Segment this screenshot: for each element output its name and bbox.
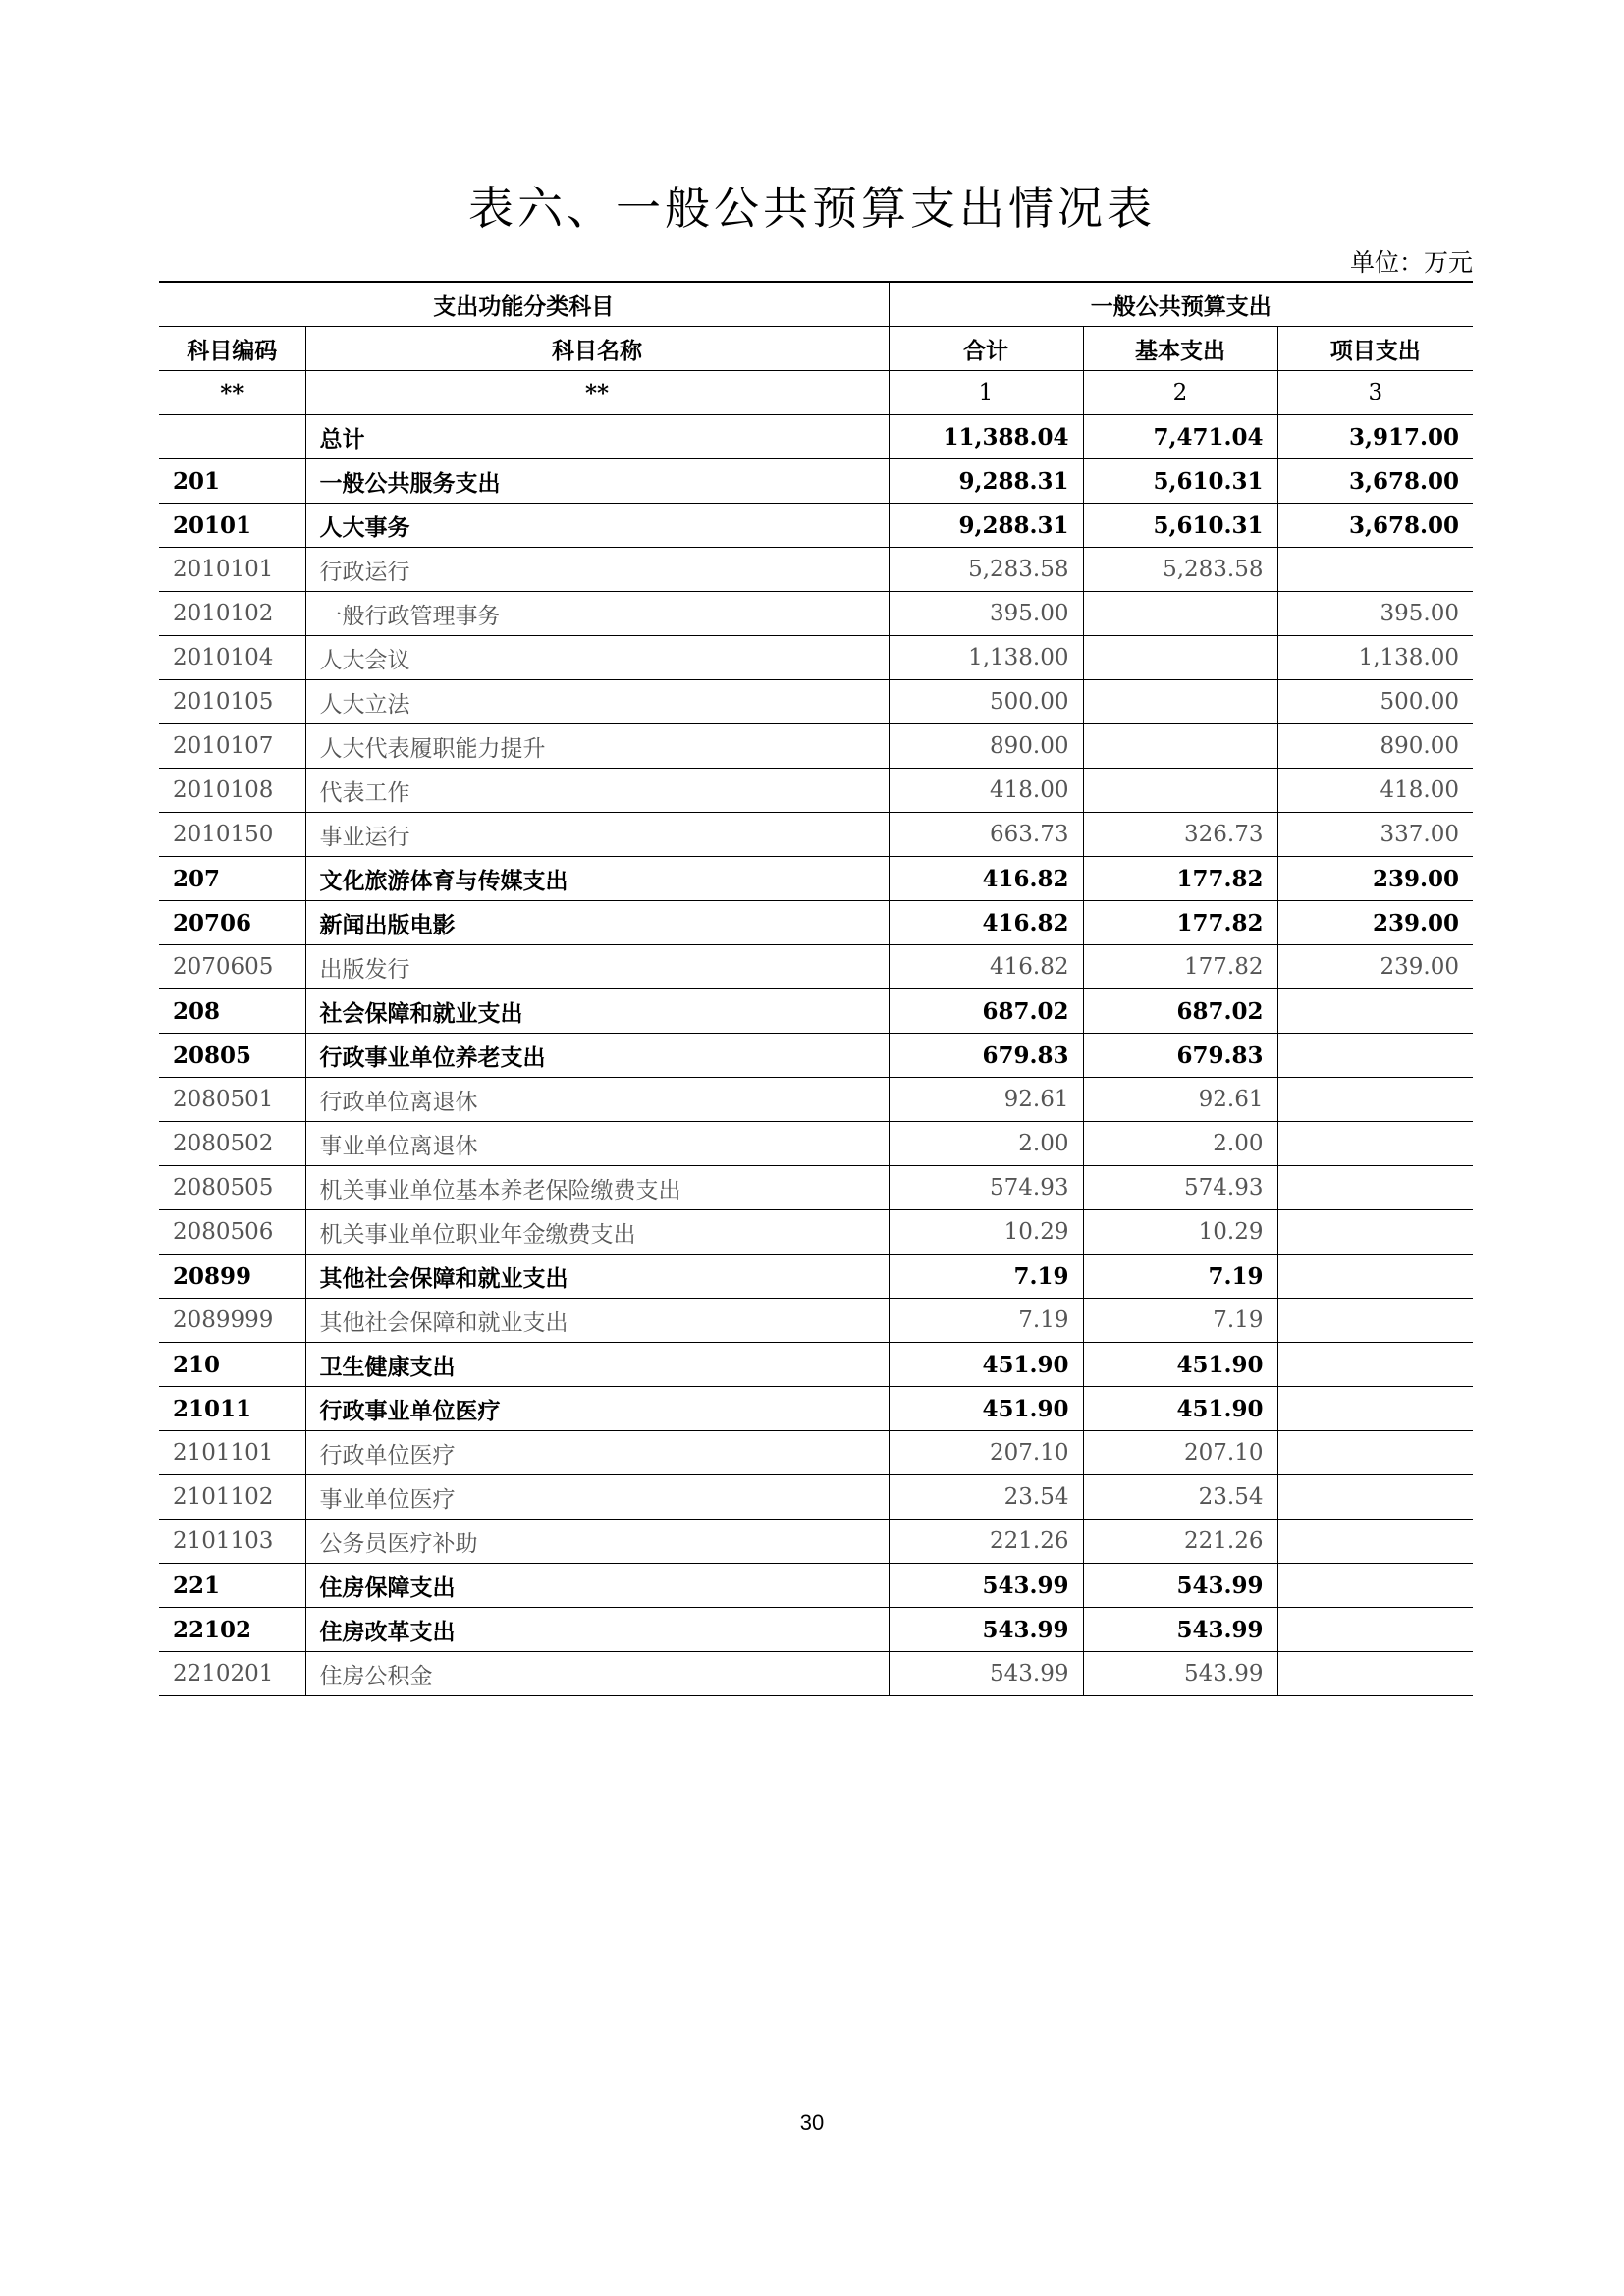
table-row	[159, 504, 1473, 548]
row-name-cell: 人大立法	[305, 680, 889, 724]
row-basic-cell: 687.02	[1083, 989, 1277, 1034]
row-total-cell: 1,138.00	[889, 636, 1083, 680]
table-row	[159, 1078, 1473, 1122]
table-row	[159, 1431, 1473, 1475]
index-total: 1	[889, 371, 1083, 415]
row-name-cell: 行政单位离退休	[305, 1078, 889, 1122]
row-total-cell: 23.54	[889, 1475, 1083, 1520]
row-name-cell: 其他社会保障和就业支出	[305, 1255, 889, 1299]
row-code-cell: 2080506	[159, 1210, 305, 1255]
row-total-cell: 11,388.04	[889, 415, 1083, 459]
row-basic-cell	[1083, 592, 1277, 636]
row-basic-cell: 451.90	[1083, 1387, 1277, 1431]
row-name-cell: 住房公积金	[305, 1652, 889, 1696]
header-column-row	[159, 327, 1473, 371]
header-group-row	[159, 282, 1473, 327]
table-row	[159, 1122, 1473, 1166]
row-project-cell	[1277, 1210, 1473, 1255]
table-row	[159, 1255, 1473, 1299]
table-row	[159, 1343, 1473, 1387]
row-code-cell: 2080505	[159, 1166, 305, 1210]
row-basic-cell: 543.99	[1083, 1564, 1277, 1608]
row-name-cell: 事业单位离退休	[305, 1122, 889, 1166]
row-code-cell: 2080502	[159, 1122, 305, 1166]
row-code-cell: 2010150	[159, 813, 305, 857]
row-code-cell: 210	[159, 1343, 305, 1387]
header-general-budget-expenditure: 一般公共预算支出	[889, 282, 1473, 327]
row-project-cell	[1277, 1343, 1473, 1387]
unit-label: 单位：万元	[1349, 248, 1473, 277]
header-function-classification: 支出功能分类科目	[159, 282, 889, 327]
row-name-cell: 出版发行	[305, 945, 889, 989]
row-basic-cell	[1083, 724, 1277, 769]
table-row	[159, 769, 1473, 813]
row-project-cell: 3,678.00	[1277, 504, 1473, 548]
table-row	[159, 1034, 1473, 1078]
header-project: 项目支出	[1277, 327, 1473, 371]
row-name-cell: 新闻出版电影	[305, 901, 889, 945]
table-row	[159, 1520, 1473, 1564]
row-project-cell	[1277, 1166, 1473, 1210]
table-row	[159, 1387, 1473, 1431]
row-total-cell: 9,288.31	[889, 459, 1083, 504]
row-total-cell: 416.82	[889, 945, 1083, 989]
row-code-cell: 2010107	[159, 724, 305, 769]
row-total-cell: 395.00	[889, 592, 1083, 636]
table-row	[159, 989, 1473, 1034]
row-basic-cell: 5,283.58	[1083, 548, 1277, 592]
row-basic-cell: 10.29	[1083, 1210, 1277, 1255]
row-name-cell: 事业单位医疗	[305, 1475, 889, 1520]
row-code-cell: 207	[159, 857, 305, 901]
row-project-cell: 395.00	[1277, 592, 1473, 636]
table-row	[159, 1608, 1473, 1652]
header-name: 科目名称	[305, 327, 889, 371]
row-project-cell: 3,678.00	[1277, 459, 1473, 504]
row-name-cell: 行政单位医疗	[305, 1431, 889, 1475]
index-project: 3	[1277, 371, 1473, 415]
row-total-cell: 679.83	[889, 1034, 1083, 1078]
row-name-cell: 事业运行	[305, 813, 889, 857]
row-code-cell	[159, 415, 305, 459]
table-row	[159, 1564, 1473, 1608]
row-project-cell: 337.00	[1277, 813, 1473, 857]
row-code-cell: 2210201	[159, 1652, 305, 1696]
row-project-cell	[1277, 1255, 1473, 1299]
row-project-cell	[1277, 1078, 1473, 1122]
row-basic-cell: 221.26	[1083, 1520, 1277, 1564]
row-basic-cell: 23.54	[1083, 1475, 1277, 1520]
table-row	[159, 548, 1473, 592]
row-basic-cell: 7.19	[1083, 1255, 1277, 1299]
row-code-cell: 22102	[159, 1608, 305, 1652]
header-total: 合计	[889, 327, 1083, 371]
row-name-cell: 总计	[305, 415, 889, 459]
table-row	[159, 813, 1473, 857]
row-code-cell: 2089999	[159, 1299, 305, 1343]
index-basic: 2	[1083, 371, 1277, 415]
table-row	[159, 636, 1473, 680]
row-name-cell: 行政运行	[305, 548, 889, 592]
row-project-cell	[1277, 1122, 1473, 1166]
row-project-cell: 1,138.00	[1277, 636, 1473, 680]
row-name-cell: 行政事业单位医疗	[305, 1387, 889, 1431]
row-code-cell: 2101101	[159, 1431, 305, 1475]
row-project-cell	[1277, 1387, 1473, 1431]
page-number: 30	[799, 2110, 825, 2135]
row-total-cell: 451.90	[889, 1387, 1083, 1431]
row-total-cell: 7.19	[889, 1299, 1083, 1343]
row-basic-cell: 92.61	[1083, 1078, 1277, 1122]
row-project-cell: 500.00	[1277, 680, 1473, 724]
row-code-cell: 201	[159, 459, 305, 504]
row-name-cell: 其他社会保障和就业支出	[305, 1299, 889, 1343]
table-row	[159, 945, 1473, 989]
table-row	[159, 1652, 1473, 1696]
row-basic-cell: 679.83	[1083, 1034, 1277, 1078]
budget-table	[159, 281, 1473, 1696]
row-basic-cell: 177.82	[1083, 945, 1277, 989]
index-code: **	[159, 371, 305, 415]
row-name-cell: 文化旅游体育与传媒支出	[305, 857, 889, 901]
row-basic-cell	[1083, 769, 1277, 813]
header-code: 科目编码	[159, 327, 305, 371]
row-total-cell: 10.29	[889, 1210, 1083, 1255]
row-basic-cell: 177.82	[1083, 901, 1277, 945]
row-total-cell: 451.90	[889, 1343, 1083, 1387]
row-project-cell	[1277, 989, 1473, 1034]
row-total-cell: 221.26	[889, 1520, 1083, 1564]
row-project-cell: 239.00	[1277, 945, 1473, 989]
row-name-cell: 住房改革支出	[305, 1608, 889, 1652]
row-basic-cell	[1083, 636, 1277, 680]
row-basic-cell: 7.19	[1083, 1299, 1277, 1343]
row-basic-cell: 177.82	[1083, 857, 1277, 901]
row-basic-cell: 326.73	[1083, 813, 1277, 857]
row-project-cell: 239.00	[1277, 901, 1473, 945]
row-code-cell: 2010104	[159, 636, 305, 680]
row-name-cell: 代表工作	[305, 769, 889, 813]
table-row	[159, 1475, 1473, 1520]
row-code-cell: 2010108	[159, 769, 305, 813]
row-total-cell: 2.00	[889, 1122, 1083, 1166]
row-project-cell	[1277, 1608, 1473, 1652]
row-project-cell	[1277, 1652, 1473, 1696]
table-row	[159, 901, 1473, 945]
row-project-cell	[1277, 1520, 1473, 1564]
row-code-cell: 20706	[159, 901, 305, 945]
row-total-cell: 207.10	[889, 1431, 1083, 1475]
row-total-cell: 574.93	[889, 1166, 1083, 1210]
row-basic-cell: 451.90	[1083, 1343, 1277, 1387]
row-basic-cell: 7,471.04	[1083, 415, 1277, 459]
index-name: **	[305, 371, 889, 415]
row-code-cell: 2010101	[159, 548, 305, 592]
page-title: 表六、一般公共预算支出情况表	[468, 182, 1156, 235]
row-basic-cell	[1083, 680, 1277, 724]
row-basic-cell: 5,610.31	[1083, 504, 1277, 548]
row-total-cell: 663.73	[889, 813, 1083, 857]
row-name-cell: 一般公共服务支出	[305, 459, 889, 504]
budget-table-body	[159, 415, 1473, 1696]
row-project-cell: 418.00	[1277, 769, 1473, 813]
row-name-cell: 行政事业单位养老支出	[305, 1034, 889, 1078]
row-project-cell	[1277, 1475, 1473, 1520]
row-code-cell: 2080501	[159, 1078, 305, 1122]
row-total-cell: 500.00	[889, 680, 1083, 724]
row-basic-cell: 2.00	[1083, 1122, 1277, 1166]
row-name-cell: 人大代表履职能力提升	[305, 724, 889, 769]
row-total-cell: 9,288.31	[889, 504, 1083, 548]
table-row	[159, 1210, 1473, 1255]
row-name-cell: 公务员医疗补助	[305, 1520, 889, 1564]
table-row	[159, 857, 1473, 901]
row-name-cell: 一般行政管理事务	[305, 592, 889, 636]
row-total-cell: 543.99	[889, 1652, 1083, 1696]
row-name-cell: 人大事务	[305, 504, 889, 548]
row-name-cell: 人大会议	[305, 636, 889, 680]
row-total-cell: 418.00	[889, 769, 1083, 813]
row-basic-cell: 543.99	[1083, 1652, 1277, 1696]
row-basic-cell: 574.93	[1083, 1166, 1277, 1210]
row-project-cell	[1277, 1299, 1473, 1343]
table-row	[159, 459, 1473, 504]
row-code-cell: 2010105	[159, 680, 305, 724]
row-project-cell: 239.00	[1277, 857, 1473, 901]
row-project-cell	[1277, 1034, 1473, 1078]
row-name-cell: 住房保障支出	[305, 1564, 889, 1608]
row-total-cell: 543.99	[889, 1608, 1083, 1652]
row-project-cell	[1277, 548, 1473, 592]
row-total-cell: 687.02	[889, 989, 1083, 1034]
row-code-cell: 20899	[159, 1255, 305, 1299]
row-project-cell	[1277, 1564, 1473, 1608]
row-code-cell: 208	[159, 989, 305, 1034]
table-row	[159, 724, 1473, 769]
row-basic-cell: 207.10	[1083, 1431, 1277, 1475]
row-code-cell: 20101	[159, 504, 305, 548]
row-total-cell: 416.82	[889, 857, 1083, 901]
row-project-cell: 3,917.00	[1277, 415, 1473, 459]
row-code-cell: 2101103	[159, 1520, 305, 1564]
row-basic-cell: 543.99	[1083, 1608, 1277, 1652]
row-total-cell: 416.82	[889, 901, 1083, 945]
table-row	[159, 1299, 1473, 1343]
row-code-cell: 2010102	[159, 592, 305, 636]
row-total-cell: 543.99	[889, 1564, 1083, 1608]
row-project-cell: 890.00	[1277, 724, 1473, 769]
row-total-cell: 5,283.58	[889, 548, 1083, 592]
row-code-cell: 221	[159, 1564, 305, 1608]
row-project-cell	[1277, 1431, 1473, 1475]
row-total-cell: 92.61	[889, 1078, 1083, 1122]
row-name-cell: 社会保障和就业支出	[305, 989, 889, 1034]
row-code-cell: 2070605	[159, 945, 305, 989]
row-code-cell: 20805	[159, 1034, 305, 1078]
table-row	[159, 415, 1473, 459]
row-code-cell: 21011	[159, 1387, 305, 1431]
header-index-row	[159, 371, 1473, 415]
row-name-cell: 机关事业单位基本养老保险缴费支出	[305, 1166, 889, 1210]
table-row	[159, 680, 1473, 724]
row-name-cell: 机关事业单位职业年金缴费支出	[305, 1210, 889, 1255]
row-total-cell: 7.19	[889, 1255, 1083, 1299]
row-code-cell: 2101102	[159, 1475, 305, 1520]
table-row	[159, 592, 1473, 636]
row-total-cell: 890.00	[889, 724, 1083, 769]
row-basic-cell: 5,610.31	[1083, 459, 1277, 504]
header-basic: 基本支出	[1083, 327, 1277, 371]
row-name-cell: 卫生健康支出	[305, 1343, 889, 1387]
table-row	[159, 1166, 1473, 1210]
